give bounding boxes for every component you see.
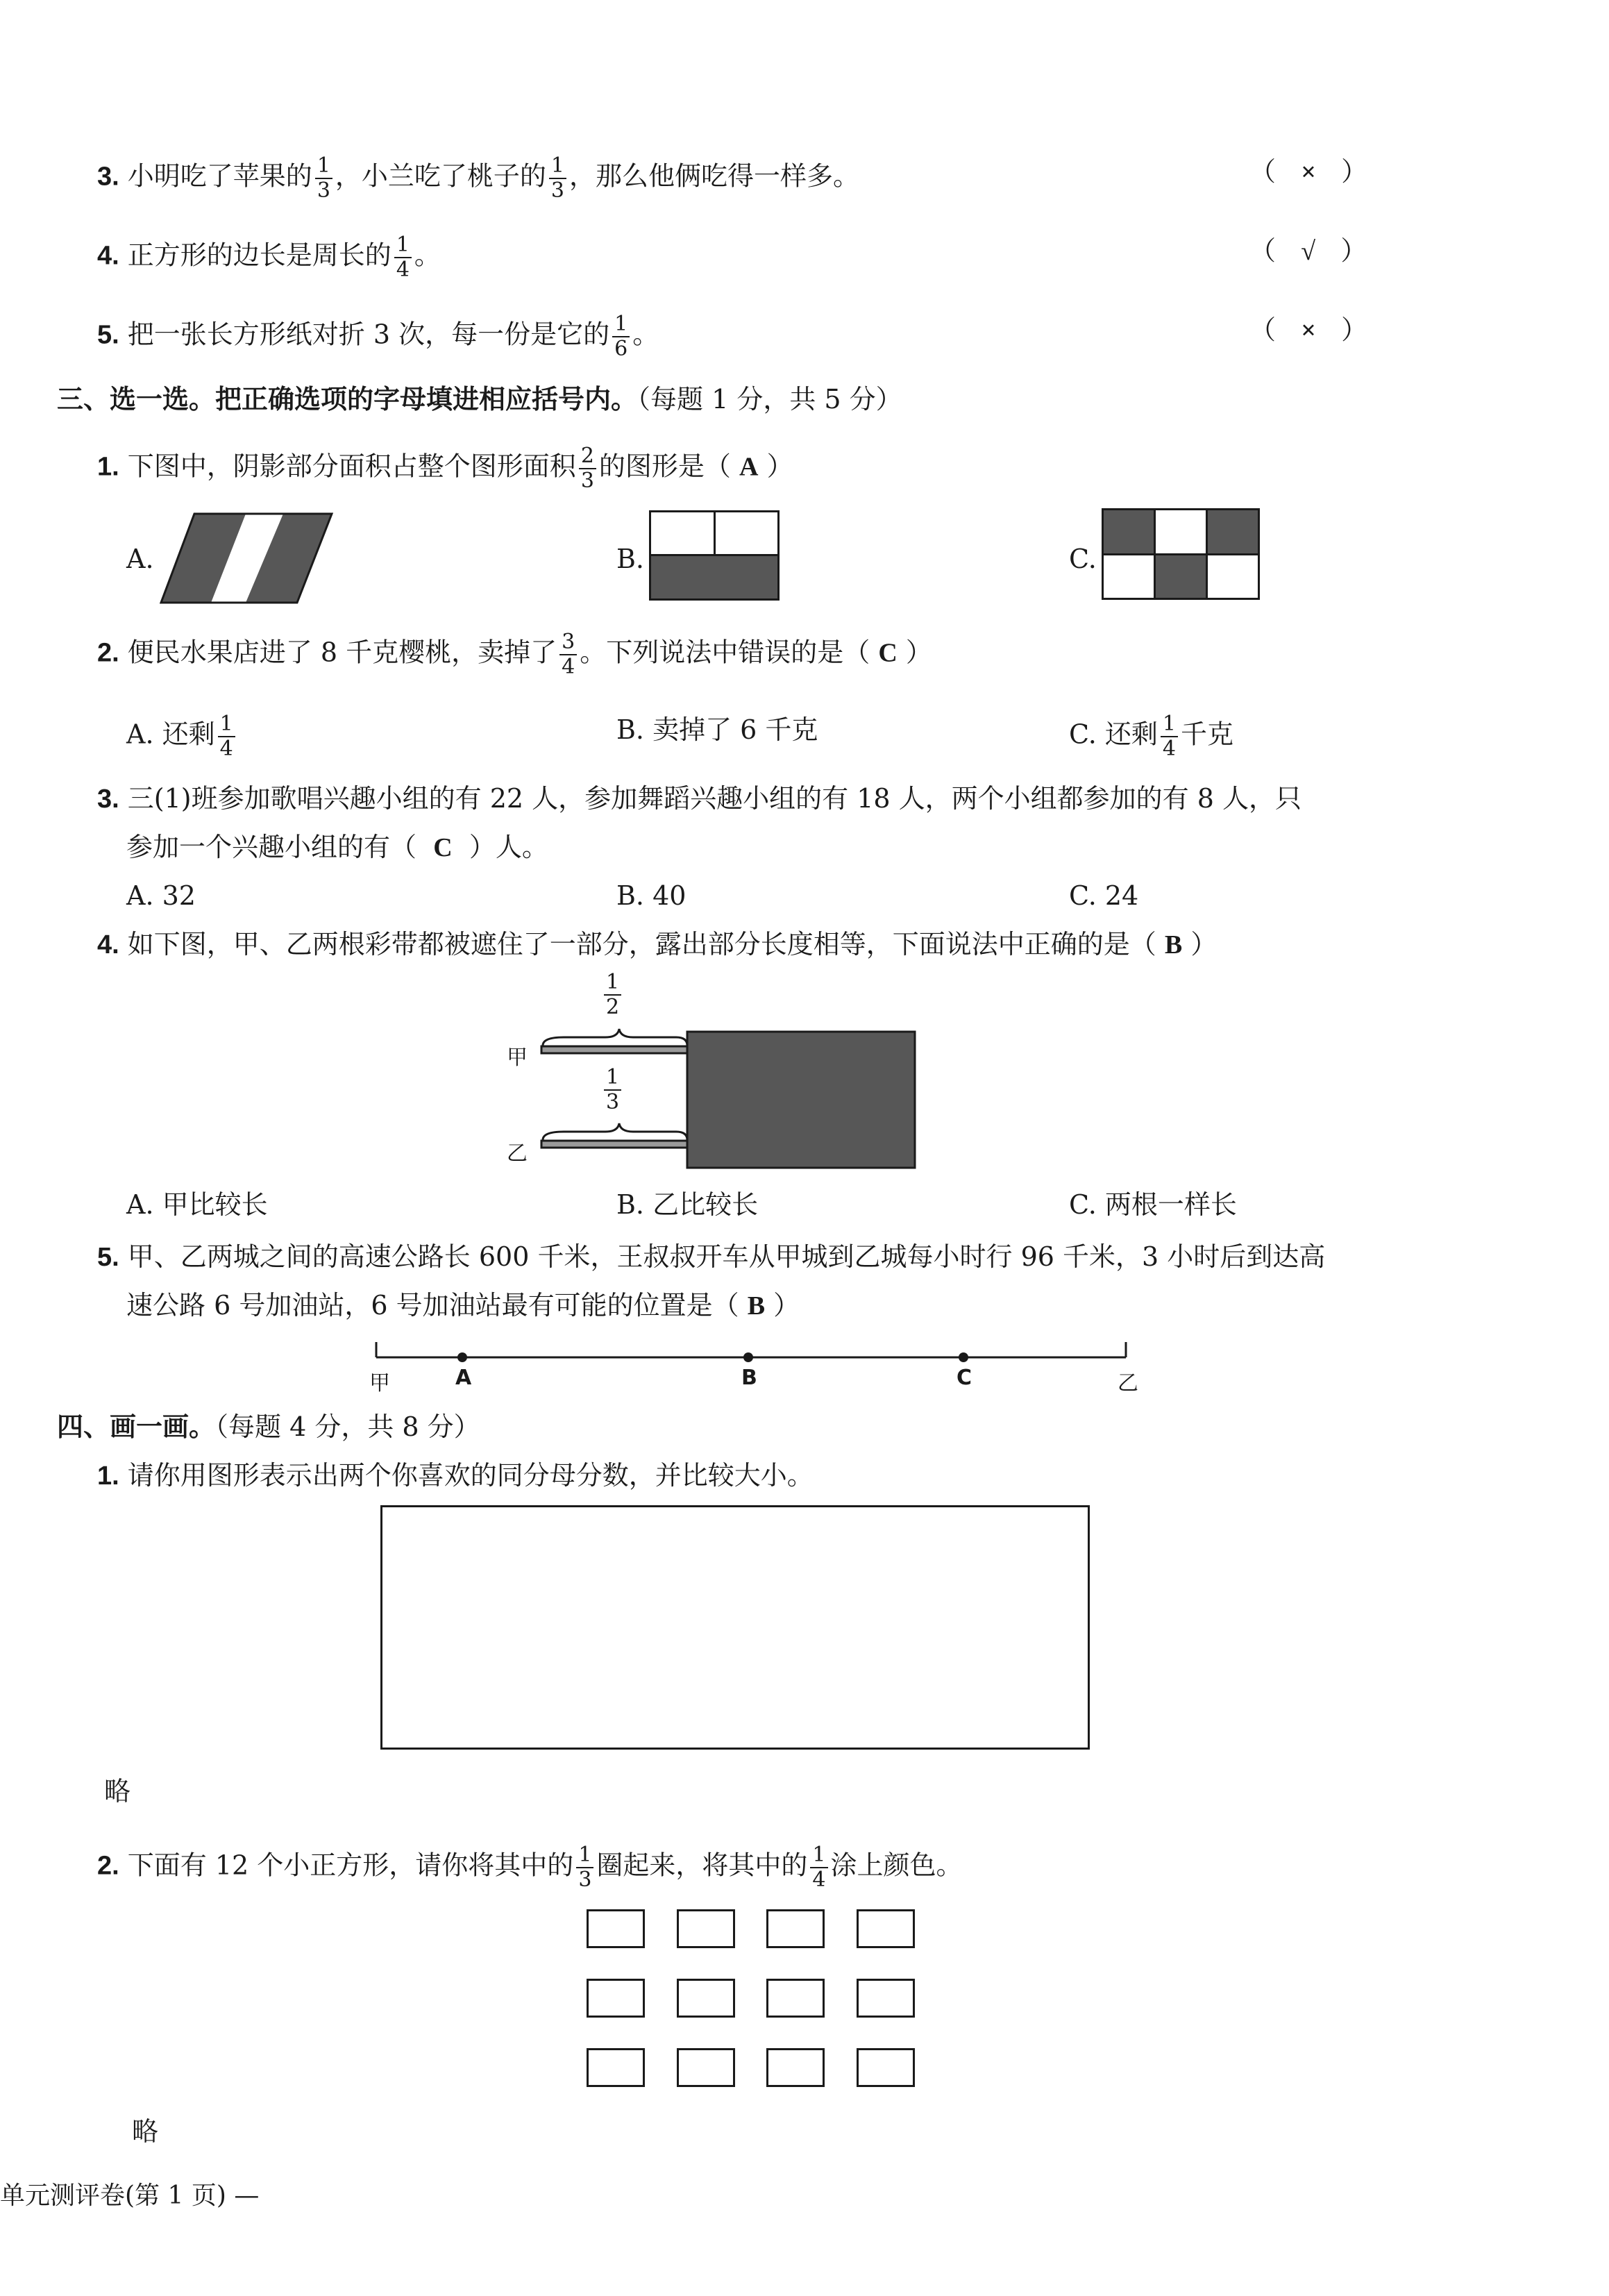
label-jia: 甲 <box>507 1046 528 1070</box>
option-text: 千克 <box>1180 719 1233 750</box>
item-text: 正方形的边长是周长的 <box>127 240 391 271</box>
item-text: 把一张长方形纸对折 3 次，每一份是它的 <box>127 319 610 350</box>
question-text: ） <box>773 1290 800 1321</box>
rect-top-left <box>649 510 716 556</box>
question-5-line2 <box>126 1288 800 1323</box>
question-text: 甲、乙两城之间的高速公路长 600 千米，王叔叔开车从甲城到乙城每小时行 96 千米，3 小时后到达高 <box>127 1241 1326 1272</box>
question-text: 下图中，阴影部分面积占整个图形面积 <box>127 451 576 482</box>
q3-option-c[interactable]: C. 24 <box>1069 880 1139 911</box>
question-text: 请你用图形表示出两个你喜欢的同分母分数，并比较大小。 <box>127 1460 814 1491</box>
parallelogram-shade-right <box>246 514 332 603</box>
q4-option-c[interactable]: C. 两根一样长 <box>1069 1189 1237 1220</box>
close-paren: ） <box>766 451 793 482</box>
q3-option-b[interactable]: B. 40 <box>616 880 686 911</box>
drawing-area[interactable] <box>380 1505 1090 1750</box>
question-3-line1 <box>97 781 1301 816</box>
small-square[interactable] <box>857 2048 915 2087</box>
ribbon-yi <box>541 1141 694 1148</box>
answer-bracket-5[interactable]: （ × ） <box>1249 315 1368 345</box>
draw-question-1 <box>97 1458 814 1493</box>
road-diagram <box>368 1330 1145 1406</box>
grid-cell-shaded <box>1102 508 1156 555</box>
small-square[interactable] <box>766 2048 825 2087</box>
option-c-label[interactable]: C. <box>1069 544 1097 574</box>
option-b-label[interactable]: B. <box>616 544 645 574</box>
item-text: ，小兰吃了桃子的 <box>335 160 546 192</box>
rect-bottom-shaded <box>649 554 780 601</box>
small-square[interactable] <box>587 1909 645 1948</box>
answer-omitted-1: 略 <box>104 1776 131 1807</box>
small-square[interactable] <box>587 2048 645 2087</box>
item-number: 1. <box>97 1461 119 1491</box>
small-square[interactable] <box>766 1909 825 1948</box>
item-number: 1. <box>97 452 119 482</box>
section-score: （每题 1 分，共 5 分） <box>637 384 902 414</box>
draw-question-2 <box>97 1843 963 1892</box>
close-paren: ） <box>1190 929 1218 960</box>
close-paren: ） <box>905 637 932 668</box>
q3-option-a[interactable]: A. 32 <box>126 880 196 911</box>
section-score: （每题 4 分，共 8 分） <box>215 1411 480 1442</box>
point-a-dot <box>457 1352 467 1362</box>
answer-omitted-2: 略 <box>132 2116 159 2147</box>
question-5-line1 <box>97 1239 1325 1275</box>
fraction-half: $\frac{1}{2}$ <box>604 971 621 1019</box>
point-c-label[interactable]: C <box>957 1366 972 1390</box>
grid-figure <box>1102 508 1260 600</box>
point-c-dot <box>959 1352 968 1362</box>
grid-cell <box>1102 553 1156 600</box>
small-square[interactable] <box>677 1909 735 1948</box>
small-square[interactable] <box>766 1979 825 2018</box>
question-text: 。下列说法中错误的是（ <box>580 637 870 668</box>
grid-cell-shaded <box>1154 553 1208 600</box>
fraction: $\frac{3}{4}$ <box>559 630 577 679</box>
answer-letter[interactable]: A <box>739 452 759 482</box>
road-start-label: 甲 <box>369 1371 390 1396</box>
fraction: $\frac{1}{3}$ <box>315 154 332 203</box>
brace-bottom <box>543 1123 687 1140</box>
ribbon-jia <box>541 1046 694 1053</box>
rectangle-figure <box>649 510 780 601</box>
question-text: 圈起来，将其中的 <box>596 1850 808 1881</box>
question-text: 便民水果店进了 8 千克樱桃，卖掉了 <box>127 637 557 668</box>
answer-mark: × <box>1301 158 1316 187</box>
q2-option-c[interactable] <box>1069 712 1233 761</box>
road-line-svg <box>368 1330 1145 1371</box>
q2-option-b[interactable]: B. 卖掉了 6 千克 <box>616 714 818 745</box>
point-b-dot <box>743 1352 753 1362</box>
answer-letter[interactable]: C <box>433 833 453 862</box>
grid-cell <box>1206 553 1260 600</box>
option-text: A. 还剩 <box>126 719 215 750</box>
question-text: 速公路 6 号加油站，6 号加油站最有可能的位置是（ <box>126 1290 739 1321</box>
ribbon-diagram <box>500 971 916 1179</box>
item-text: 。 <box>414 240 441 271</box>
q2-option-a[interactable] <box>126 712 238 761</box>
answer-mark: × <box>1301 316 1316 345</box>
point-a-label[interactable]: A <box>455 1366 472 1390</box>
question-text: 三(1)班参加歌唱兴趣小组的有 22 人，参加舞蹈兴趣小组的有 18 人，两个小组都参加的有 8 人，只 <box>127 783 1301 814</box>
q4-option-b[interactable]: B. 乙比较长 <box>616 1189 759 1220</box>
item-text: 小明吃了苹果的 <box>127 160 312 192</box>
item-number: 2. <box>97 1851 119 1881</box>
item-number: 3. <box>97 785 119 814</box>
question-text: 涂上颜色。 <box>830 1850 963 1881</box>
small-square[interactable] <box>587 1979 645 2018</box>
grid-cell <box>1154 508 1208 555</box>
item-number: 2. <box>97 638 119 668</box>
item-number: 3. <box>97 162 119 192</box>
label-yi: 乙 <box>507 1141 528 1166</box>
small-square[interactable] <box>857 1909 915 1948</box>
grid-cell-shaded <box>1206 508 1260 555</box>
item-number: 4. <box>97 241 119 271</box>
item-number: 4. <box>97 930 119 960</box>
fraction: $\frac{2}{3}$ <box>579 444 596 493</box>
question-text: ）人。 <box>469 832 548 862</box>
section-title: 三、选一选。把正确选项的字母填进相应括号内。 <box>57 384 638 414</box>
question-text: 参加一个兴趣小组的有（ <box>126 832 417 862</box>
page-footer: 单元测评卷(第 1 页) — <box>0 2181 260 2210</box>
point-b-label[interactable]: B <box>741 1366 757 1390</box>
fraction: $\frac{1}{4}$ <box>394 233 412 282</box>
answer-letter[interactable]: B <box>1164 930 1183 960</box>
question-text: 下面有 12 个小正方形，请你将其中的 <box>127 1850 574 1881</box>
question-3-line2 <box>126 830 548 865</box>
question-text: 如下图，甲、乙两根彩带都被遮住了一部分，露出部分长度相等，下面说法中正确的是（ <box>127 929 1156 960</box>
parallelogram-shade-left <box>161 514 246 603</box>
judge-item-5 <box>97 312 659 361</box>
fraction: $\frac{1}{4}$ <box>1161 712 1178 761</box>
section-title: 四、画一画。 <box>57 1411 216 1442</box>
answer-bracket-4[interactable]: （ √ ） <box>1249 235 1367 266</box>
item-number: 5. <box>97 1243 119 1272</box>
parallelogram-figure <box>160 512 333 604</box>
question-2 <box>97 630 932 679</box>
ribbon-svg <box>500 971 916 1179</box>
small-square[interactable] <box>677 1979 735 2018</box>
section-4-heading <box>57 1409 480 1444</box>
road-end-label: 乙 <box>1118 1371 1138 1396</box>
option-text: C. 还剩 <box>1069 719 1158 750</box>
small-square[interactable] <box>677 2048 735 2087</box>
judge-item-4 <box>97 233 441 282</box>
question-text: 的图形是（ <box>598 451 731 482</box>
brace-top <box>543 1029 687 1046</box>
question-4 <box>97 927 1217 962</box>
rect-top-right <box>714 510 780 556</box>
option-a-label[interactable]: A. <box>126 544 154 574</box>
small-square[interactable] <box>857 1979 915 2018</box>
item-number: 5. <box>97 320 119 350</box>
item-text: ，那么他俩吃得一样多。 <box>569 160 860 192</box>
fraction: $\frac{1}{4}$ <box>218 712 235 761</box>
fraction: $\frac{1}{3}$ <box>549 154 566 203</box>
fraction: $\frac{1}{3}$ <box>576 1843 593 1892</box>
answer-letter[interactable]: C <box>878 638 898 668</box>
fraction: $\frac{1}{4}$ <box>810 1843 827 1892</box>
q4-option-a[interactable]: A. 甲比较长 <box>126 1189 268 1220</box>
answer-letter[interactable]: B <box>747 1291 766 1321</box>
judge-item-3 <box>97 154 859 203</box>
fraction: $\frac{1}{6}$ <box>612 312 630 361</box>
cover-block <box>687 1032 915 1168</box>
fraction-third: $\frac{1}{3}$ <box>604 1066 621 1114</box>
section-3-heading <box>57 382 902 417</box>
answer-mark: √ <box>1301 237 1316 266</box>
question-1 <box>97 444 793 493</box>
item-text: 。 <box>632 319 659 350</box>
answer-bracket-3[interactable]: （ × ） <box>1249 156 1368 187</box>
